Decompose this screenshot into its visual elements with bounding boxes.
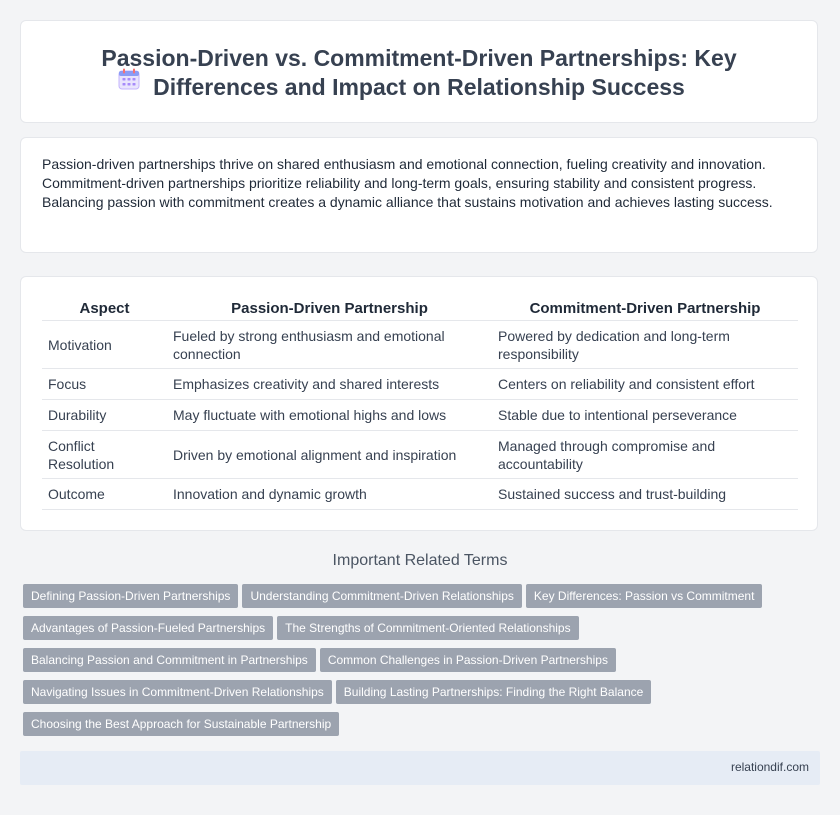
cell-passion: Emphasizes creativity and shared interests xyxy=(167,369,492,400)
cell-commitment: Centers on reliability and consistent effort xyxy=(492,369,798,400)
related-term-tag[interactable]: The Strengths of Commitment-Oriented Relationships xyxy=(277,616,578,640)
table-row xyxy=(42,369,798,400)
cell-passion: May fluctuate with emotional highs and lows xyxy=(167,400,492,431)
related-term-tag[interactable]: Balancing Passion and Commitment in Partnerships xyxy=(23,648,316,672)
comparison-card xyxy=(20,276,818,531)
cell-aspect: Focus xyxy=(42,369,167,400)
cell-passion: Driven by emotional alignment and inspiration xyxy=(167,431,492,479)
cell-passion: Innovation and dynamic growth xyxy=(167,479,492,510)
related-term-tag[interactable]: Defining Passion-Driven Partnerships xyxy=(23,584,238,608)
related-term-tag[interactable]: Advantages of Passion-Fueled Partnerships xyxy=(23,616,273,640)
header-passion: Passion-Driven Partnership xyxy=(167,296,492,321)
related-term-tag[interactable]: Understanding Commitment-Driven Relationships xyxy=(242,584,521,608)
related-term-tag[interactable]: Common Challenges in Passion-Driven Partnerships xyxy=(320,648,616,672)
header-aspect: Aspect xyxy=(42,296,167,321)
cell-aspect: Motivation xyxy=(42,321,167,369)
table-row xyxy=(42,431,798,479)
intro-card xyxy=(20,137,818,253)
table-header-row xyxy=(42,296,798,321)
comparison-table xyxy=(42,296,798,510)
table-row xyxy=(42,479,798,510)
related-term-tag[interactable]: Navigating Issues in Commitment-Driven Relationships xyxy=(23,680,332,704)
related-terms-title: Important Related Terms xyxy=(332,552,508,569)
cell-passion: Fueled by strong enthusiasm and emotional connection xyxy=(167,321,492,369)
table-row xyxy=(42,321,798,369)
cell-aspect: Outcome xyxy=(42,479,167,510)
related-term-tag[interactable]: Choosing the Best Approach for Sustainable Partnership xyxy=(23,712,339,736)
cell-commitment: Sustained success and trust-building xyxy=(492,479,798,510)
page-title: Passion-Driven vs. Commitment-Driven Partnerships: Key Differences and Impact on Relationship Success xyxy=(101,45,737,100)
header-commitment: Commitment-Driven Partnership xyxy=(492,296,798,321)
cell-commitment: Managed through compromise and accountability xyxy=(492,431,798,479)
footer-site-link[interactable]: relationdif.com xyxy=(730,760,809,774)
cell-aspect: Conflict Resolution xyxy=(42,431,167,479)
related-terms-list xyxy=(23,584,803,744)
related-term-tag[interactable]: Building Lasting Partnerships: Finding the Right Balance xyxy=(336,680,652,704)
header-card xyxy=(20,20,818,123)
cell-commitment: Stable due to intentional perseverance xyxy=(492,400,798,431)
intro-paragraph: Passion-driven partnerships thrive on shared enthusiasm and emotional connection, fueling creativity and innovation. Commitment-driven partnerships prioritize reliability and long-term goals, ensuring stability and consistent progress. Balancing passion with commitment creates a dynamic alliance that sustains motivation and achieves lasting success. xyxy=(42,156,773,210)
footer xyxy=(20,751,820,785)
related-term-tag[interactable]: Key Differences: Passion vs Commitment xyxy=(526,584,763,608)
cell-commitment: Powered by dedication and long-term responsibility xyxy=(492,321,798,369)
table-row xyxy=(42,400,798,431)
cell-aspect: Durability xyxy=(42,400,167,431)
